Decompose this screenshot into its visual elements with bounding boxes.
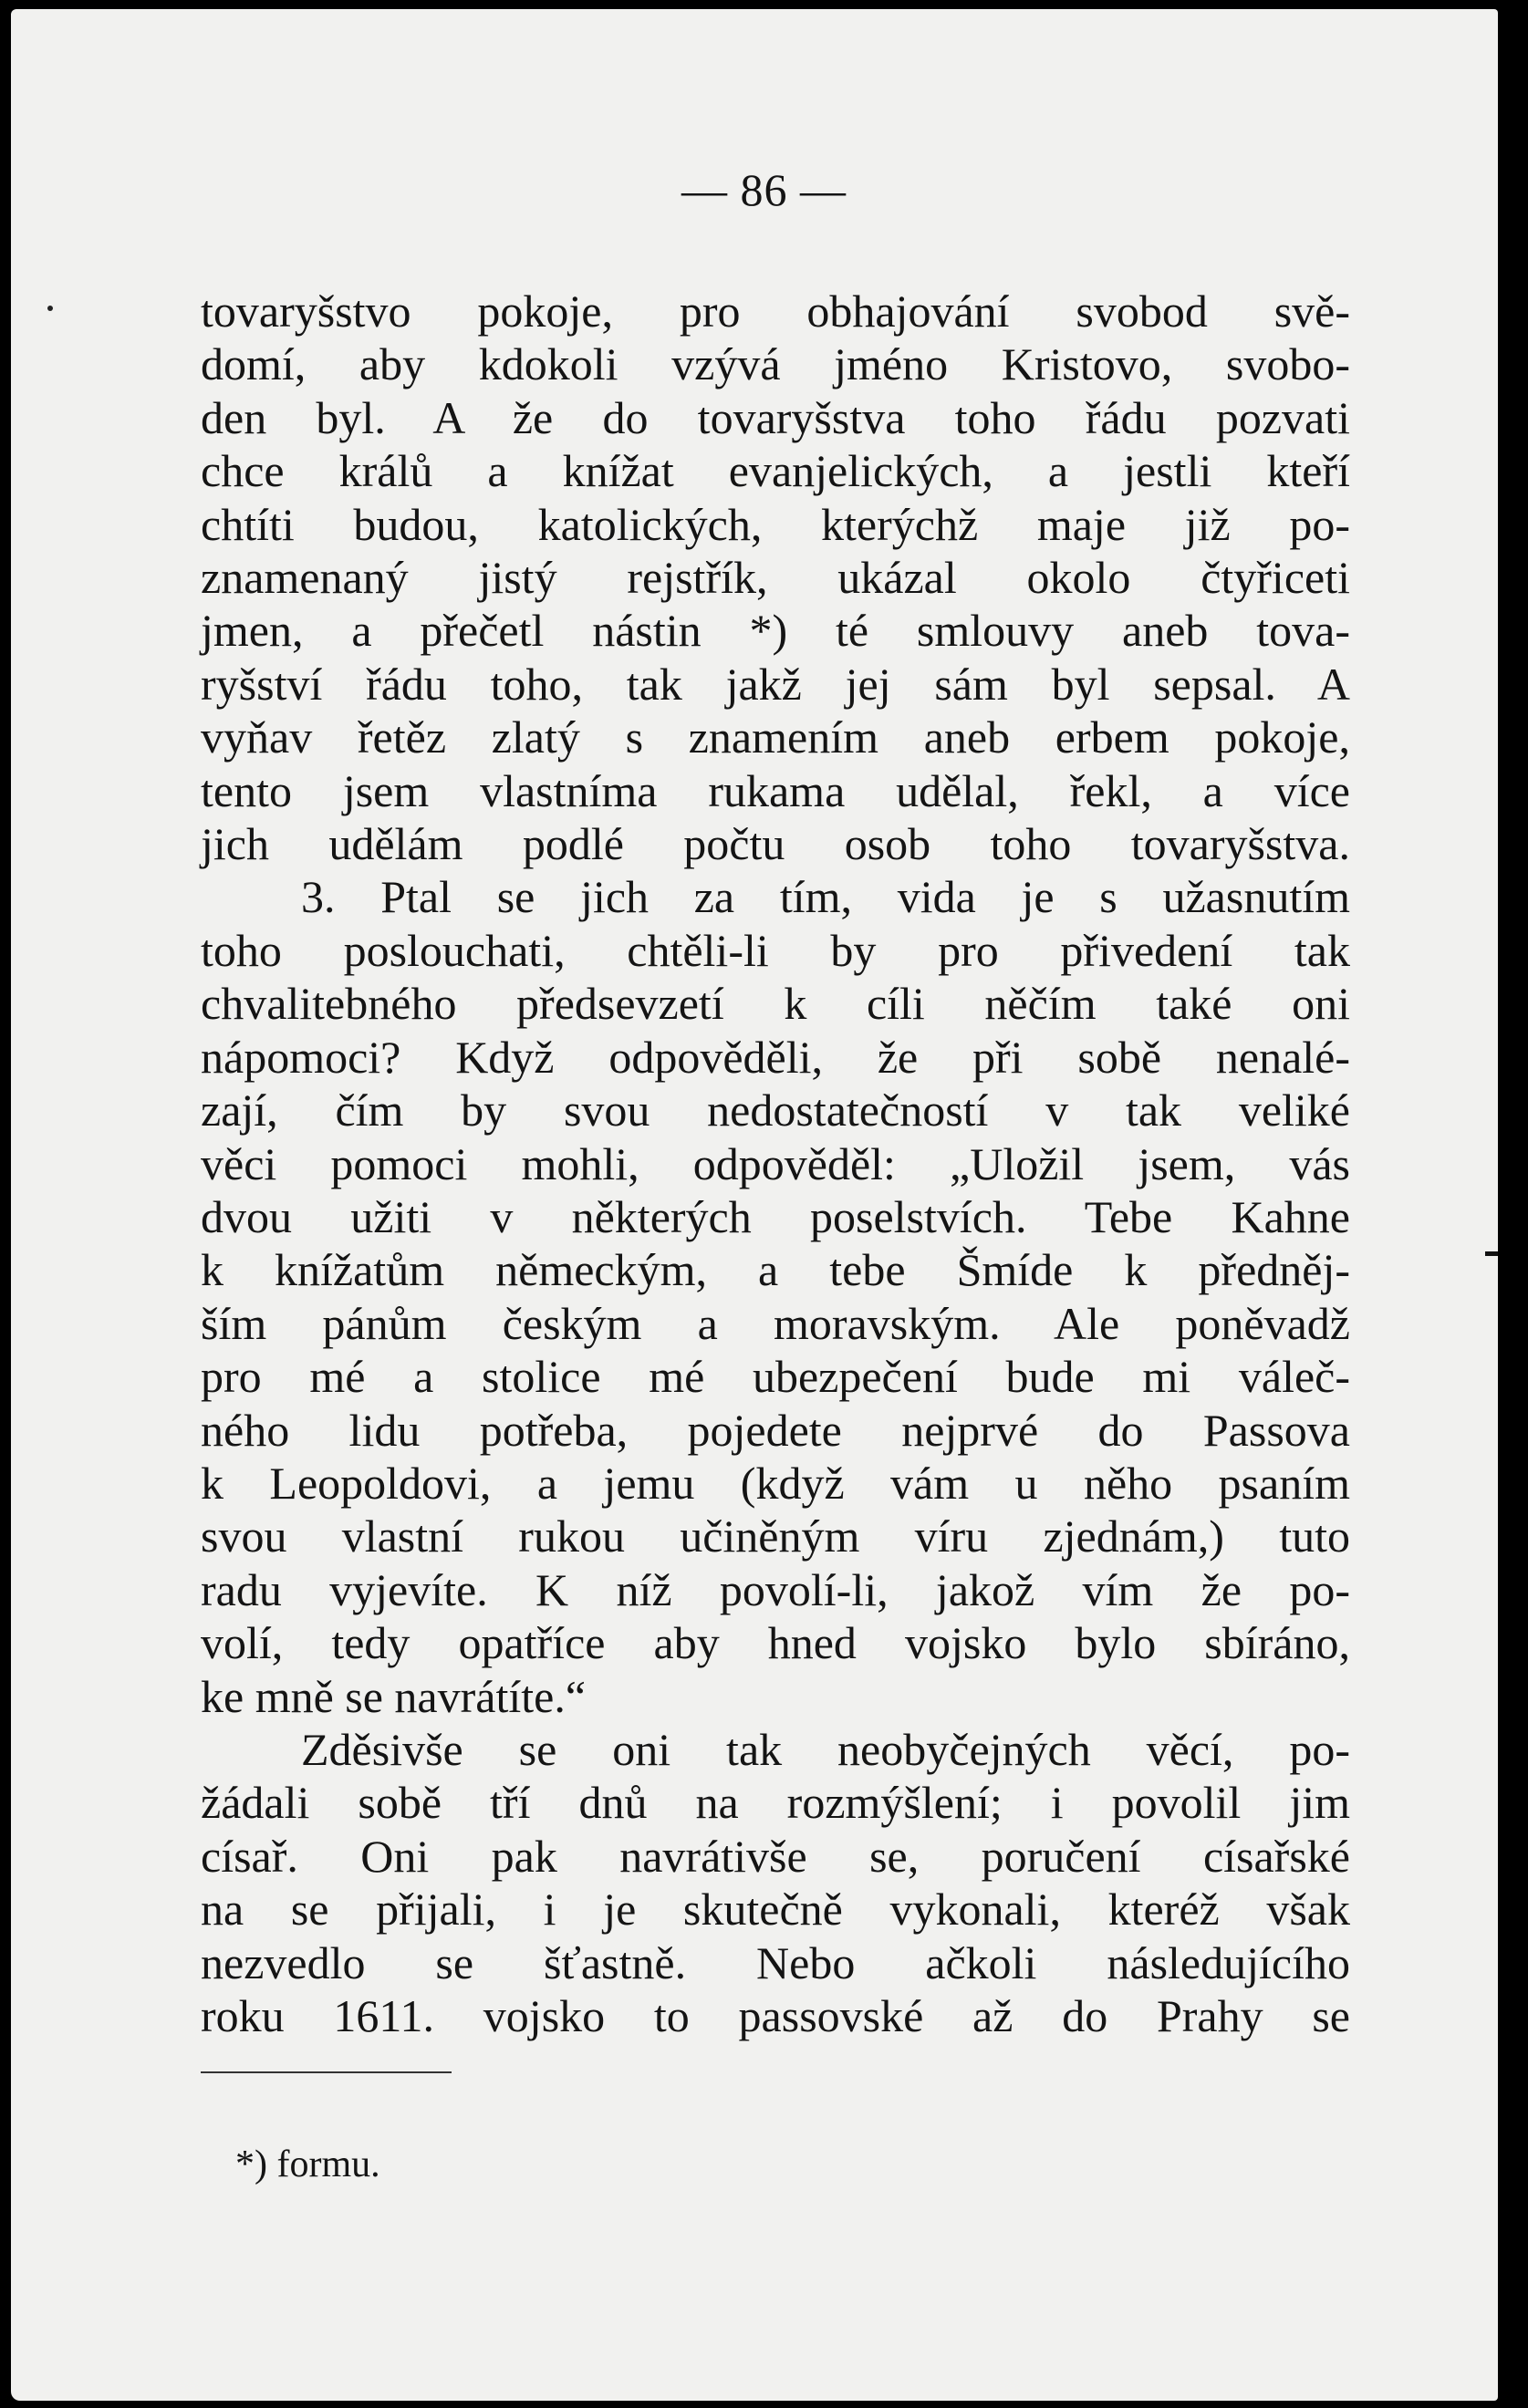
text-line: jich udělám podlé počtu osob toho tovaryšstva. — [201, 818, 1350, 870]
text-line: domí, aby kdokoli vzývá jméno Kristovo, svobo- — [201, 338, 1350, 390]
body-text — [201, 285, 1350, 2042]
ink-speck — [47, 306, 53, 311]
text-line: ke mně se navrátíte.“ — [201, 1670, 587, 1722]
text-line: tovaryšstvo pokoje, pro obhajování svobod svě- — [201, 285, 1350, 337]
text-line: věci pomoci mohli, odpověděl: „Uložil jsem, vás — [201, 1137, 1350, 1189]
text-line: toho poslouchati, chtěli-li by pro přivedení tak — [201, 924, 1350, 976]
text-line: chvalitebného předsevzetí k cíli něčím také oni — [201, 978, 1350, 1030]
text-line: na se přijali, i je skutečně vykonali, kteréž však — [201, 1884, 1350, 1936]
text-line: k Leopoldovi, a jemu (když vám u něho psaním — [201, 1457, 1350, 1509]
text-line: tento jsem vlastníma rukama udělal, řekl, a více — [201, 764, 1350, 816]
text-line: Zděsivše se oni tak neobyčejných věcí, po- — [301, 1723, 1350, 1775]
text-line: nezvedlo se šťastně. Nebo ačkoli následujícího — [201, 1936, 1350, 1988]
text-line: radu vyjevíte. K níž povolí-li, jakož vím že po- — [201, 1563, 1350, 1615]
footnote: *) formu. — [235, 2143, 380, 2185]
text-line: jmen, a přečetl nástin *) té smlouvy aneb tova- — [201, 605, 1350, 657]
text-line: svou vlastní rukou učiněným víru zjednám,) tuto — [201, 1510, 1350, 1562]
text-line: ryšství řádu toho, tak jakž jej sám byl sepsal. A — [201, 658, 1350, 710]
text-line: zají, čím by svou nedostatečností v tak veliké — [201, 1085, 1350, 1137]
text-line: dvou užiti v některých poselstvích. Tebe Kahne — [201, 1190, 1350, 1242]
footnote-divider — [201, 2071, 452, 2073]
text-line: žádali sobě tří dnů na rozmýšlení; i povolil jim — [201, 1777, 1350, 1829]
text-line: chce králů a knížat evanjelických, a jestli kteří — [201, 445, 1350, 497]
text-line: znamenaný jistý rejstřík, ukázal okolo čtyřiceti — [201, 552, 1350, 604]
text-line: nápomoci? Když odpověděli, že při sobě nenalé- — [201, 1031, 1350, 1083]
text-line: volí, tedy opatříce aby hned vojsko bylo sbíráno, — [201, 1617, 1350, 1669]
text-line: ného lidu potřeba, pojedete nejprvé do Passova — [201, 1404, 1350, 1456]
text-line: vyňav řetěz zlatý s znamením aneb erbem pokoje, — [201, 711, 1350, 763]
text-line: roku 1611. vojsko to passovské až do Prahy se — [201, 1990, 1350, 2041]
text-line: 3. Ptal se jich za tím, vida je s užasnutím — [301, 871, 1350, 923]
page-number: — 86 — — [681, 164, 847, 215]
text-line: chtíti budou, katolických, kterýchž maje již po- — [201, 498, 1350, 550]
edge-mark — [1485, 1251, 1498, 1256]
text-line: k knížatům německým, a tebe Šmíde k předněj- — [201, 1244, 1350, 1296]
text-line: pro mé a stolice mé ubezpečení bude mi váleč- — [201, 1351, 1350, 1403]
text-line: císař. Oni pak navrátivše se, poručení císařské — [201, 1830, 1350, 1882]
text-line: ším pánům českým a moravským. Ale poněvadž — [201, 1297, 1350, 1349]
text-line: den byl. A že do tovaryšstva toho řádu pozvati — [201, 391, 1350, 443]
